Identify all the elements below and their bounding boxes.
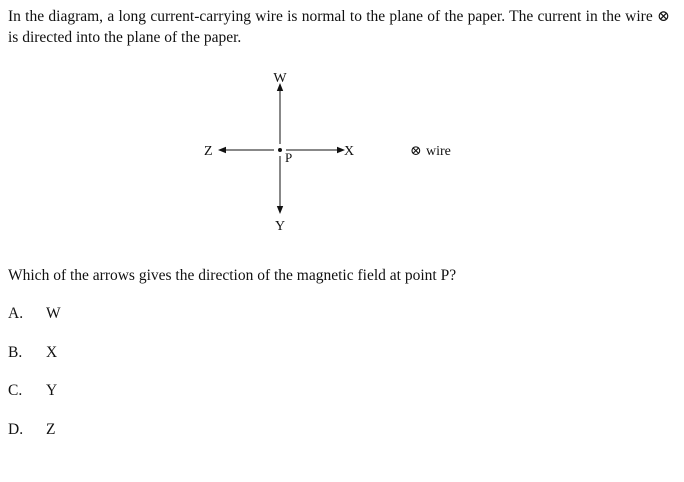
option-text: X <box>46 344 58 361</box>
option-text: Z <box>46 421 56 438</box>
option-letter: C. <box>8 382 23 399</box>
option-d[interactable] <box>8 420 55 440</box>
label-p: P <box>285 150 293 165</box>
wire-cross-icon: ⊗ <box>410 144 422 159</box>
option-a[interactable] <box>8 304 61 324</box>
option-b[interactable] <box>8 343 57 363</box>
option-text: Y <box>46 382 58 399</box>
label-y: Y <box>274 219 286 234</box>
option-c[interactable] <box>8 381 57 401</box>
wire-label: wire <box>426 144 451 159</box>
label-w: W <box>273 71 287 86</box>
option-letter: B. <box>8 344 23 361</box>
label-x: X <box>344 144 355 159</box>
option-letter: A. <box>8 305 24 322</box>
question-text: Which of the arrows gives the direction of the magnetic field at point P? <box>8 267 457 284</box>
option-letter: D. <box>8 421 24 438</box>
point-p-dot <box>278 148 282 152</box>
intro-text: In the diagram, a long current-carrying wire is normal to the plane of the paper. The current in the wire ⊗ is directed into the plane of the paper. <box>8 8 670 46</box>
option-text: W <box>46 305 61 322</box>
label-z: Z <box>204 144 213 159</box>
